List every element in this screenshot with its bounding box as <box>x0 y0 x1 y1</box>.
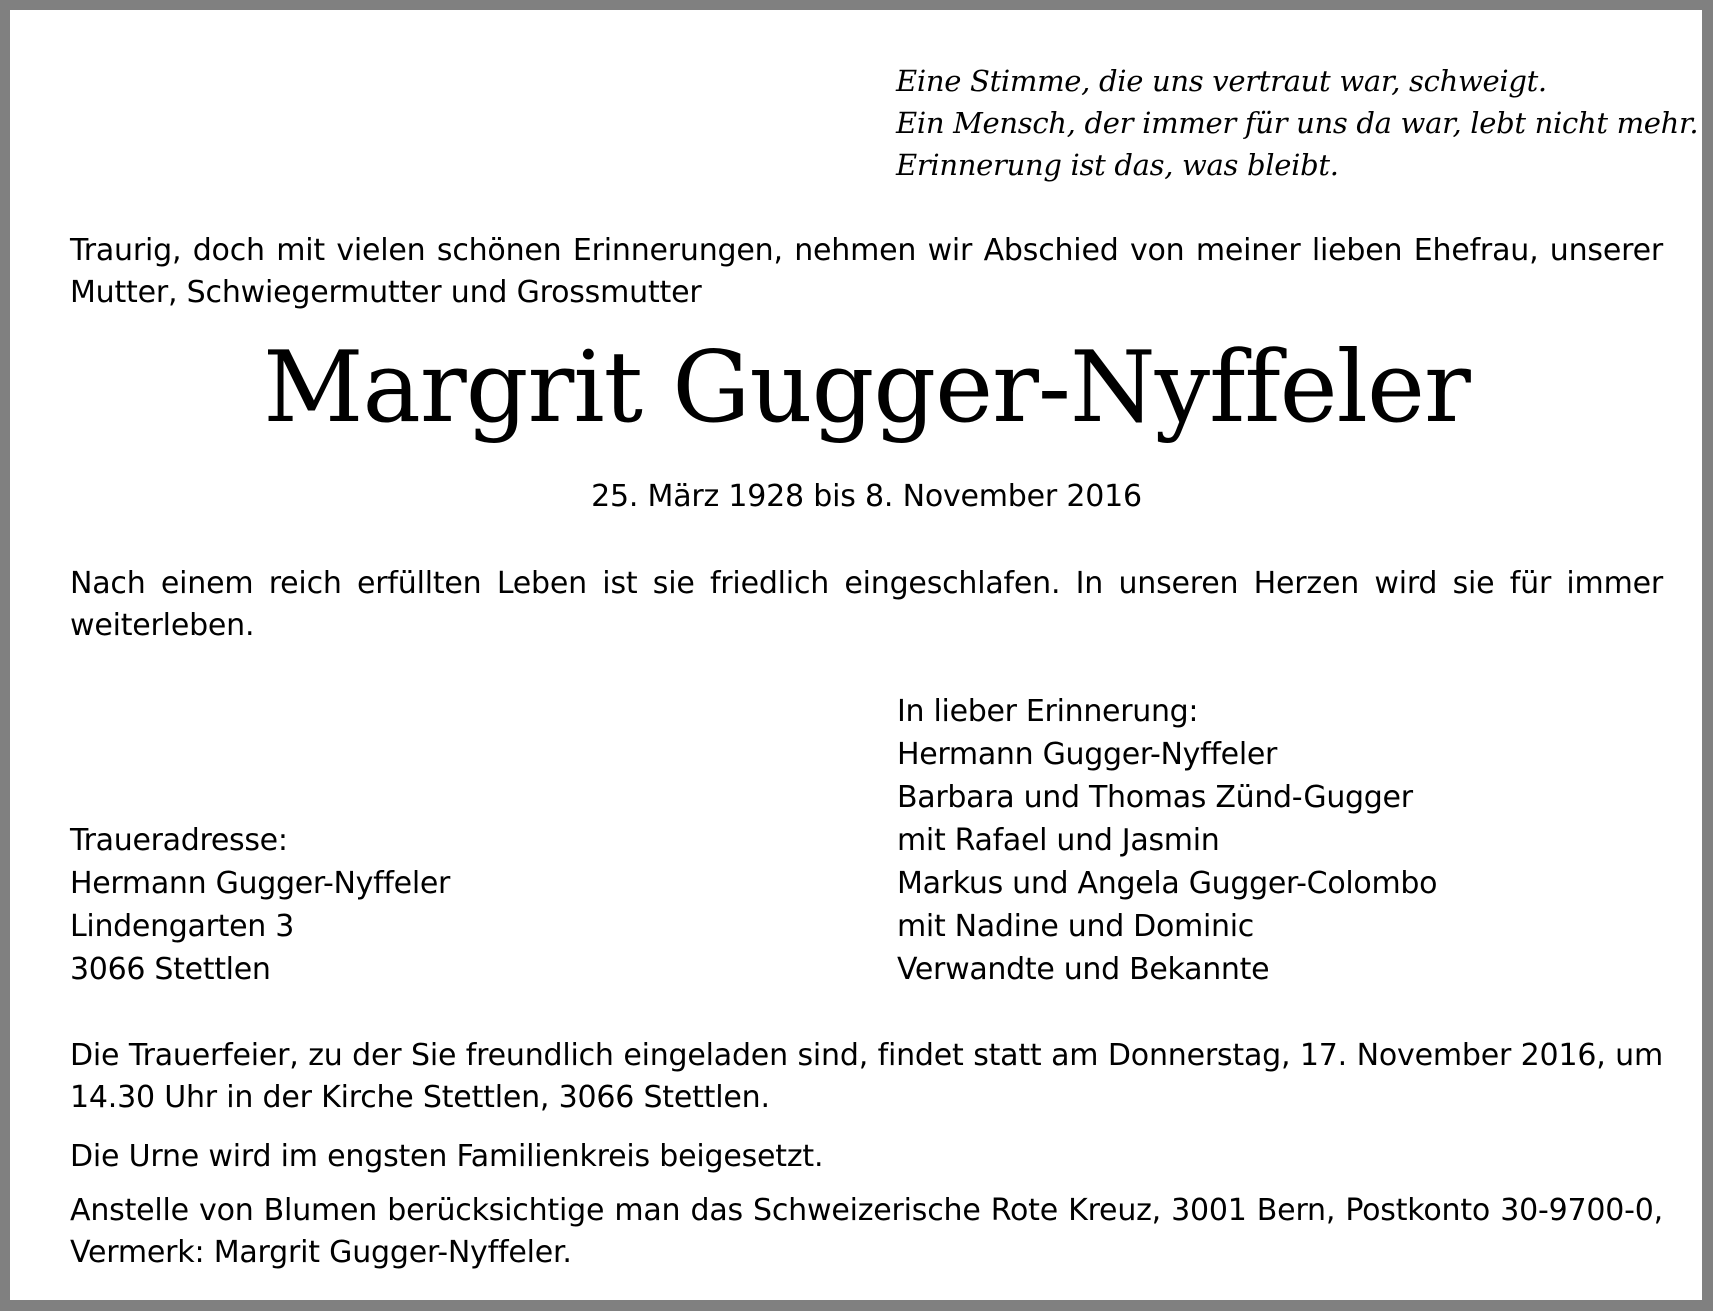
quote-line: Eine Stimme, die uns vertraut war, schweigt. <box>896 64 1547 98</box>
address-line: Hermann Gugger-Nyffeler <box>70 866 451 901</box>
mourning-address <box>70 819 770 991</box>
mourners-list <box>897 690 1657 991</box>
address-line: Lindengarten 3 <box>70 909 294 944</box>
ceremony-paragraph: Die Trauerfeier, zu der Sie freundlich eingeladen sind, findet statt am Donnerstag, 17. November 2016, um 14.30 Uhr in der Kirche Stettlen, 3066 Stettlen. <box>70 1038 1663 1115</box>
mourner-name: Hermann Gugger-Nyffeler <box>897 737 1278 772</box>
quote-line: Ein Mensch, der immer für uns da war, lebt nicht mehr. <box>896 106 1699 140</box>
deceased-name: Margrit Gugger-Nyffeler <box>263 331 1470 445</box>
memorial-quote <box>896 60 1699 186</box>
mourner-name: mit Nadine und Dominic <box>897 909 1254 944</box>
address-line: 3066 Stettlen <box>70 952 271 987</box>
life-dates: 25. März 1928 bis 8. November 2016 <box>591 479 1142 514</box>
mourner-name: Markus und Angela Gugger-Colombo <box>897 866 1438 901</box>
urn-paragraph: Die Urne wird im engsten Familienkreis beigesetzt. <box>70 1139 824 1174</box>
intro-paragraph: Traurig, doch mit vielen schönen Erinnerungen, nehmen wir Abschied von meiner lieben Ehefrau, unserer Mutter, Schwiegermutter und Grossmutter <box>70 233 1663 310</box>
quote-line: Erinnerung ist das, was bleibt. <box>896 148 1339 182</box>
donation-paragraph: Anstelle von Blumen berücksichtige man das Schweizerische Rote Kreuz, 3001 Bern, Postkonto 30-9700-0, Vermerk: Margrit Gugger-Nyffeler. <box>70 1193 1663 1270</box>
mourners-heading: In lieber Erinnerung: <box>897 694 1199 729</box>
mourner-name: Verwandte und Bekannte <box>897 952 1270 987</box>
address-heading: Traueradresse: <box>70 823 288 858</box>
tribute-paragraph: Nach einem reich erfüllten Leben ist sie friedlich eingeschlafen. In unseren Herzen wird sie für immer weiterleben. <box>70 566 1663 643</box>
mourner-name: Barbara und Thomas Zünd-Gugger <box>897 780 1413 815</box>
mourner-name: mit Rafael und Jasmin <box>897 823 1220 858</box>
